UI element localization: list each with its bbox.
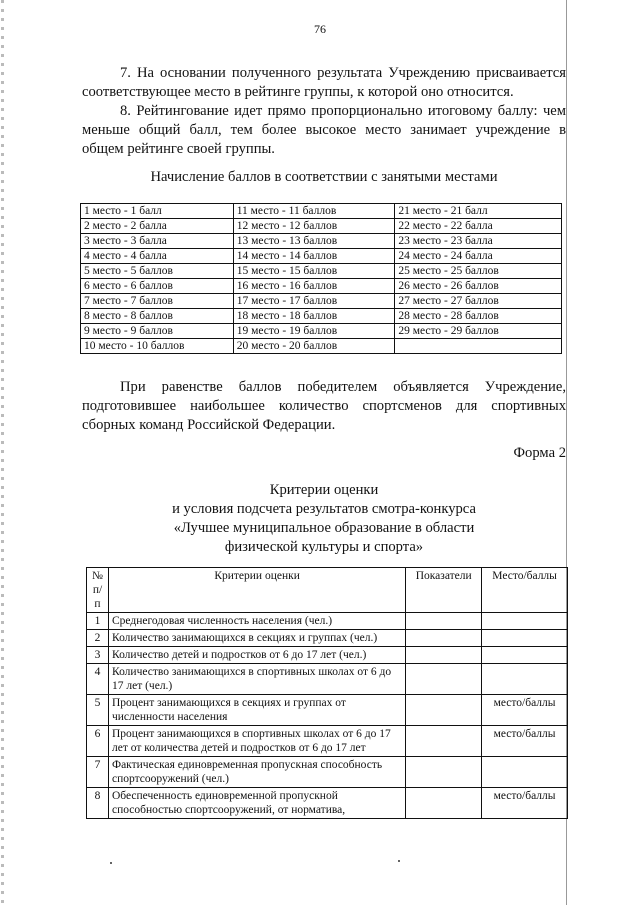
table-cell: 15 место - 15 баллов (233, 264, 395, 279)
row-score: место/баллы (482, 726, 568, 757)
row-criterion: Количество занимающихся в спортивных школах от 6 до 17 лет (чел.) (108, 664, 405, 695)
row-indicator (406, 788, 482, 819)
criteria-title-line: «Лучшее муниципальное образование в области (173, 520, 475, 536)
row-indicator (406, 613, 482, 630)
criteria-table (86, 567, 568, 819)
scan-dot (110, 862, 112, 864)
table-cell: 27 место - 27 баллов (395, 294, 562, 309)
table-cell: 17 место - 17 баллов (233, 294, 395, 309)
row-score (482, 664, 568, 695)
row-number: 8 (87, 788, 109, 819)
paragraph-line: меньше общий балл, тем более высокое место занимает учреждение в (82, 122, 566, 138)
table-cell: 16 место - 16 баллов (233, 279, 395, 294)
table-cell: 5 место - 5 баллов (81, 264, 234, 279)
table-cell: 12 место - 12 баллов (233, 219, 395, 234)
tie-rule-paragraph (82, 378, 566, 435)
table-row (87, 613, 568, 630)
table-row (81, 219, 562, 234)
row-criterion: Фактическая единовременная пропускная способность спортсооружений (чел.) (108, 757, 405, 788)
paragraph-line: подготовившее наибольшее количество спортсменов для спортивных (82, 398, 566, 414)
header-criterion: Критерии оценки (108, 568, 405, 613)
scores-table (80, 203, 562, 354)
scan-edge-marks (1, 0, 4, 905)
criteria-title (82, 481, 566, 557)
row-indicator (406, 630, 482, 647)
row-criterion: Количество занимающихся в секциях и группах (чел.) (108, 630, 405, 647)
row-score (482, 613, 568, 630)
table-row (81, 249, 562, 264)
table-cell: 29 место - 29 баллов (395, 324, 562, 339)
table-cell: 3 место - 3 балла (81, 234, 234, 249)
paragraph-line: При равенстве баллов победителем объявляется Учреждение, (120, 379, 566, 395)
criteria-title-line: физической культуры и спорта» (224, 539, 424, 555)
table-row (87, 788, 568, 819)
row-indicator (406, 757, 482, 788)
table-cell: 1 место - 1 балл (81, 204, 234, 219)
table-row (81, 324, 562, 339)
table-cell: 2 место - 2 балла (81, 219, 234, 234)
table-cell: 6 место - 6 баллов (81, 279, 234, 294)
criteria-title-line: и условия подсчета результатов смотра-конкурса (172, 501, 476, 517)
form-label: Форма 2 (513, 445, 566, 461)
table-cell: 14 место - 14 баллов (233, 249, 395, 264)
table-cell: 7 место - 7 баллов (81, 294, 234, 309)
row-number: 5 (87, 695, 109, 726)
row-criterion: Процент занимающихся в секциях и группах от численности населения (108, 695, 405, 726)
paragraph-line: 8. Рейтингование идет прямо пропорционально итоговому баллу: чем (120, 103, 566, 119)
table-cell: 24 место - 24 балла (395, 249, 562, 264)
table-cell: 28 место - 28 баллов (395, 309, 562, 324)
table-cell: 26 место - 26 баллов (395, 279, 562, 294)
row-number: 2 (87, 630, 109, 647)
scores-title: Начисление баллов в соответствии с занятыми местами (150, 169, 498, 185)
row-indicator (406, 664, 482, 695)
table-header-row (87, 568, 568, 613)
row-indicator (406, 695, 482, 726)
table-row (81, 264, 562, 279)
table-cell: 20 место - 20 баллов (233, 339, 395, 354)
table-row (87, 647, 568, 664)
table-row (87, 757, 568, 788)
table-cell: 13 место - 13 баллов (233, 234, 395, 249)
table-row (87, 726, 568, 757)
table-row (81, 234, 562, 249)
header-score: Место/баллы (482, 568, 568, 613)
row-criterion: Среднегодовая численность населения (чел.) (108, 613, 405, 630)
row-number: 3 (87, 647, 109, 664)
row-criterion: Обеспеченность единовременной пропускной способностью спортсооружений, от норматива, (108, 788, 405, 819)
paragraph-line: общем рейтинге своей группы. (82, 141, 275, 157)
header-indicator: Показатели (406, 568, 482, 613)
table-cell: 22 место - 22 балла (395, 219, 562, 234)
table-cell: 19 место - 19 баллов (233, 324, 395, 339)
header-number: № п/п (87, 568, 109, 613)
table-cell: 8 место - 8 баллов (81, 309, 234, 324)
row-number: 4 (87, 664, 109, 695)
row-score (482, 630, 568, 647)
row-number: 6 (87, 726, 109, 757)
row-score (482, 757, 568, 788)
table-cell: 18 место - 18 баллов (233, 309, 395, 324)
table-cell: 21 место - 21 балл (395, 204, 562, 219)
row-number: 1 (87, 613, 109, 630)
criteria-title-line: Критерии оценки (269, 482, 379, 498)
paragraph-8 (82, 102, 566, 159)
row-criterion: Процент занимающихся в спортивных школах от 6 до 17 лет от количества детей и подростков от 6 до 17 лет (108, 726, 405, 757)
paragraph-line: соответствующее место в рейтинге группы, к которой оно относится. (82, 84, 514, 100)
table-cell: 10 место - 10 баллов (81, 339, 234, 354)
table-row (81, 279, 562, 294)
row-score: место/баллы (482, 788, 568, 819)
table-row (81, 294, 562, 309)
table-row (87, 664, 568, 695)
paragraph-7 (82, 64, 566, 102)
paragraph-line: 7. На основании полученного результата Учреждению присваивается (120, 65, 566, 81)
table-cell: 4 место - 4 балла (81, 249, 234, 264)
scan-dot (398, 860, 400, 862)
row-number: 7 (87, 757, 109, 788)
row-indicator (406, 647, 482, 664)
row-indicator (406, 726, 482, 757)
table-row (87, 695, 568, 726)
table-row (81, 339, 562, 354)
table-cell: 11 место - 11 баллов (233, 204, 395, 219)
table-cell: 25 место - 25 баллов (395, 264, 562, 279)
table-row (87, 630, 568, 647)
paragraph-line: сборных команд Российской Федерации. (82, 417, 336, 433)
table-cell (395, 339, 562, 354)
table-cell: 23 место - 23 балла (395, 234, 562, 249)
row-criterion: Количество детей и подростков от 6 до 17 лет (чел.) (108, 647, 405, 664)
table-row (81, 309, 562, 324)
table-cell: 9 место - 9 баллов (81, 324, 234, 339)
row-score: место/баллы (482, 695, 568, 726)
row-score (482, 647, 568, 664)
table-row (81, 204, 562, 219)
page-number: 76 (314, 22, 326, 36)
